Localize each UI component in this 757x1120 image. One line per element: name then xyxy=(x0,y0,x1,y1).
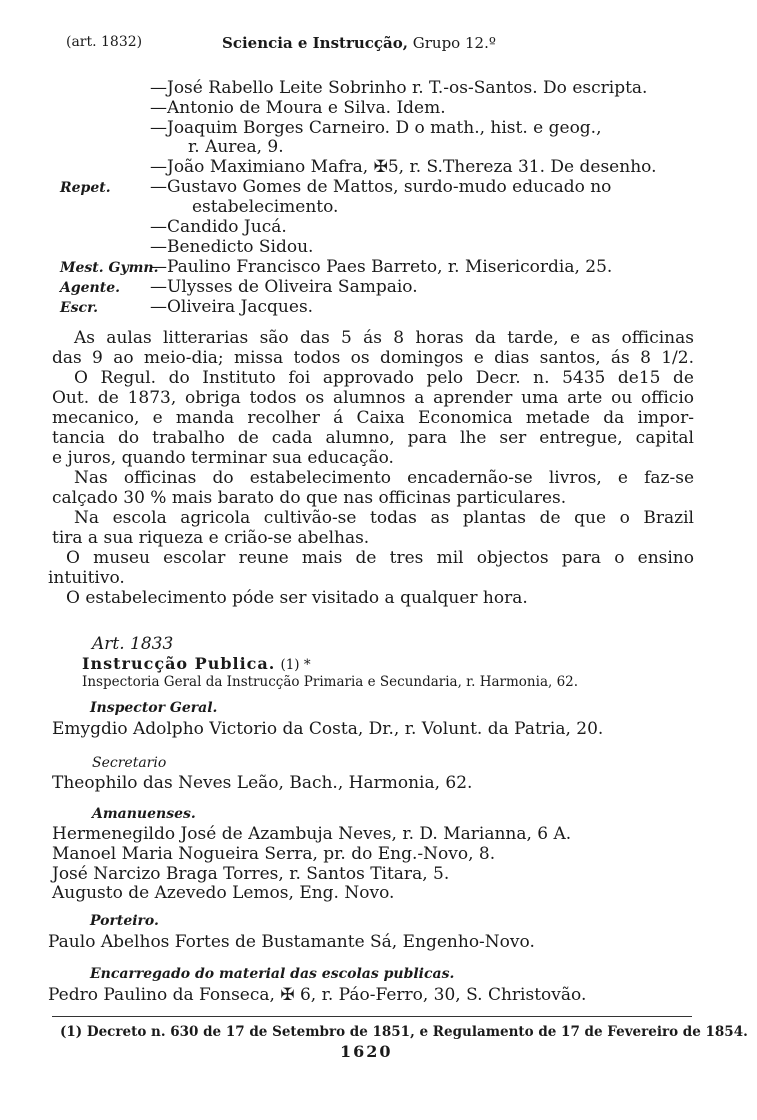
footnote-divider xyxy=(52,1016,692,1017)
role-label-mest-gymn: Mest. Gymn. xyxy=(60,260,159,276)
paragraph-line: tira a sua riqueza e crião-se abelhas. xyxy=(52,528,370,548)
porteiro-entry: Paulo Abelhos Fortes de Bustamante Sá, Engenho-Novo. xyxy=(48,932,535,952)
staff-line: —Joaquim Borges Carneiro. D o math., hist. e geog., xyxy=(150,118,602,138)
inspector-label: Inspector Geral. xyxy=(90,700,218,716)
amanuense-entry: José Narcizo Braga Torres, r. Santos Titara, 5. xyxy=(52,864,450,884)
footnote-ref: (1) * xyxy=(280,657,311,673)
staff-line: —Gustavo Gomes de Mattos, surdo-mudo educado no xyxy=(150,177,612,197)
paragraph-line: e juros, quando terminar sua educação. xyxy=(52,448,394,468)
staff-line: —Oliveira Jacques. xyxy=(150,297,314,317)
header-title xyxy=(222,34,496,52)
article-number: Art. 1833 xyxy=(92,634,174,654)
article-title: Instrucção Publica. xyxy=(82,654,276,673)
inspector-entry: Emygdio Adolpho Victorio da Costa, Dr., r. Volunt. da Patria, 20. xyxy=(52,719,604,739)
amanuense-entry: Hermenegildo José de Azambuja Neves, r. D. Marianna, 6 A. xyxy=(52,824,572,844)
staff-line: —Candido Jucá. xyxy=(150,217,287,237)
paragraph-line: O estabelecimento póde ser visitado a qualquer hora. xyxy=(66,588,528,608)
role-label-escr: Escr. xyxy=(60,300,99,316)
amanuense-entry: Manoel Maria Nogueira Serra, pr. do Eng.-Novo, 8. xyxy=(52,844,496,864)
porteiro-label: Porteiro. xyxy=(90,913,159,929)
staff-line: —João Maximiano Mafra, ✠5, r. S.Thereza 31. De desenho. xyxy=(150,157,657,177)
role-label-agente: Agente. xyxy=(60,280,120,296)
staff-line: —Benedicto Sidou. xyxy=(150,237,314,257)
paragraph-line: tancia do trabalho de cada alumno, para lhe ser entregue, capital xyxy=(52,428,694,448)
paragraph-line: As aulas litterarias são das 5 ás 8 horas da tarde, e as officinas xyxy=(74,328,694,348)
paragraph-line: calçado 30 % mais barato do que nas officinas particulares. xyxy=(52,488,567,508)
page-number: 1620 xyxy=(340,1042,393,1061)
paragraph-line: Nas officinas do estabelecimento encadernão-se livros, e faz-se xyxy=(74,468,694,488)
paragraph-line: O Regul. do Instituto foi approvado pelo Decr. n. 5435 de15 de xyxy=(74,368,694,388)
article-subtitle: Inspectoria Geral da Instrucção Primaria e Secundaria, r. Harmonia, 62. xyxy=(82,674,579,690)
amanuenses-label: Amanuenses. xyxy=(92,806,196,822)
secretario-entry: Theophilo das Neves Leão, Bach., Harmonia, 62. xyxy=(52,773,473,793)
footnote: (1) Decreto n. 630 de 17 de Setembro de 1851, e Regulamento de 17 de Fevereiro de 1854. xyxy=(60,1024,748,1040)
staff-line: —Antonio de Moura e Silva. Idem. xyxy=(150,98,446,118)
amanuense-entry: Augusto de Azevedo Lemos, Eng. Novo. xyxy=(52,883,395,903)
staff-line: —Ulysses de Oliveira Sampaio. xyxy=(150,277,418,297)
role-label-repet: Repet. xyxy=(60,180,111,196)
paragraph-line: das 9 ao meio-dia; missa todos os domingos e dias santos, ás 8 1/2. xyxy=(52,348,694,368)
staff-line: estabelecimento. xyxy=(192,197,339,217)
staff-line: —José Rabello Leite Sobrinho r. T.-os-Santos. Do escripta. xyxy=(150,78,648,98)
secretario-label: Secretario xyxy=(92,755,167,771)
encarregado-entry: Pedro Paulino da Fonseca, ✠ 6, r. Páo-Ferro, 30, S. Christovão. xyxy=(48,985,587,1005)
paragraph-line: mecanico, e manda recolher á Caixa Economica metade da impor- xyxy=(52,408,694,428)
paragraph-line: Out. de 1873, obriga todos os alumnos a aprender uma arte ou officio xyxy=(52,388,694,408)
paragraph-line: O museu escolar reune mais de tres mil objectos para o ensino xyxy=(66,548,694,568)
header-group: Grupo 12.º xyxy=(412,34,496,52)
staff-line: r. Aurea, 9. xyxy=(188,137,284,157)
header-article-ref: (art. 1832) xyxy=(66,34,143,50)
paragraph-line: intuitivo. xyxy=(48,568,125,588)
header-title-bold: Sciencia e Instrucção, xyxy=(222,34,408,52)
encarregado-label: Encarregado do material das escolas publicas. xyxy=(90,966,455,982)
staff-line: —Paulino Francisco Paes Barreto, r. Misericordia, 25. xyxy=(150,257,613,277)
paragraph-line: Na escola agricola cultivão-se todas as plantas de que o Brazil xyxy=(74,508,694,528)
